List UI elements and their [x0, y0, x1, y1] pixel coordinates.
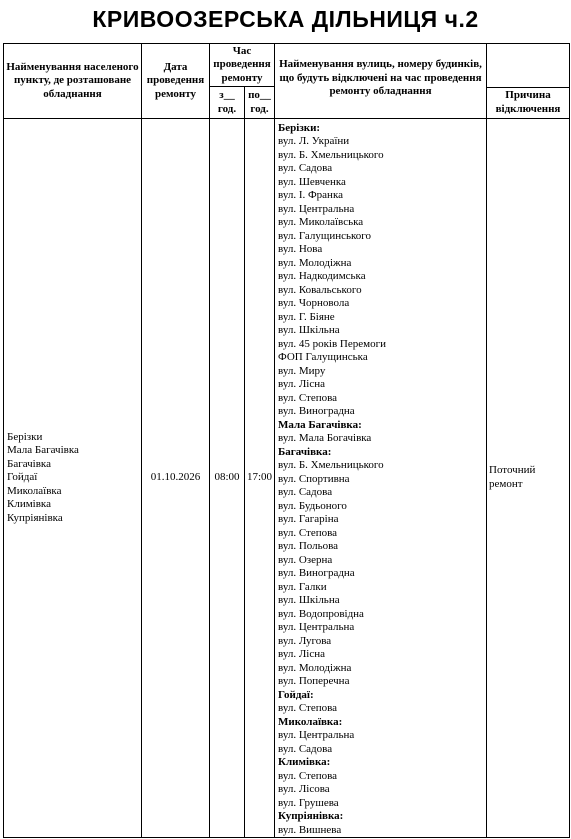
- street-item: вул. Б. Хмельницького: [278, 148, 384, 161]
- street-item: вул. Центральна: [278, 729, 355, 741]
- street-item: вул. Лугова: [278, 634, 332, 647]
- settlement-list: [4, 118, 142, 838]
- street-item: вул. Поперечна: [278, 675, 350, 687]
- outage-schedule-table: [3, 43, 570, 838]
- street-item: вул. Мала Богачівка: [278, 432, 372, 444]
- street-item: вул. Надкодимська: [278, 270, 366, 282]
- settlement-item: Мала Багачівка: [7, 444, 79, 456]
- street-item: вул. Садова: [278, 486, 333, 498]
- settlement-item: Купріянівка: [7, 511, 63, 524]
- street-item: вул. Лісна: [278, 648, 325, 660]
- settlement-item: Гойдаї: [7, 471, 38, 483]
- time-to: 17:00: [245, 118, 275, 838]
- street-item: вул. Водопровідна: [278, 607, 364, 620]
- outage-reason: Поточний ремонт: [487, 118, 570, 838]
- settlement-item: Берізки: [7, 430, 43, 443]
- settlement-item: Климівка: [7, 498, 51, 510]
- street-item: вул. Вишнева: [278, 823, 342, 836]
- header-streets: Найменування вулиць, номеру будинків, що будуть відключені на час проведення ремонту обладнання: [275, 44, 487, 119]
- street-item: вул. Ковальського: [278, 283, 362, 296]
- time-from: 08:00: [210, 118, 245, 838]
- header-reason-spacer: [487, 44, 570, 87]
- street-item: вул. Степова: [278, 526, 338, 539]
- street-list: [275, 118, 487, 838]
- header-time-from: з__ год.: [210, 87, 245, 119]
- street-item: вул. Центральна: [278, 621, 355, 633]
- street-item: вул. Садова: [278, 162, 333, 174]
- street-item: вул. Гагаріна: [278, 513, 339, 525]
- street-item: вул. 45 років Перемоги: [278, 337, 386, 350]
- settlement-group-heading: Миколаївка:: [278, 715, 343, 728]
- street-item: вул. Чорновола: [278, 297, 350, 309]
- street-item: вул. Шкільна: [278, 324, 340, 336]
- street-item: вул. Польова: [278, 540, 339, 552]
- street-item: вул. Шевченка: [278, 175, 346, 188]
- settlement-group-heading: Купріянівка:: [278, 810, 344, 822]
- settlement-item: Багачівка: [7, 457, 51, 470]
- street-item: вул. Галки: [278, 580, 327, 593]
- header-reason: Причина відключення: [487, 87, 570, 118]
- header-settlement: Найменування населеного пункту, де розташоване обладнання: [4, 44, 142, 119]
- street-item: вул. Степова: [278, 769, 338, 782]
- settlement-item: Миколаївка: [7, 484, 62, 497]
- street-item: вул. Степова: [278, 391, 338, 404]
- settlement-group-heading: Климівка:: [278, 756, 331, 768]
- header-date: Дата проведення ремонту: [142, 44, 210, 119]
- street-item: вул. Центральна: [278, 202, 355, 215]
- street-item: вул. Лісова: [278, 783, 330, 795]
- street-item: вул. І. Франка: [278, 189, 344, 201]
- street-item: вул. Г. Біяне: [278, 310, 335, 323]
- street-item: ФОП Галущинська: [278, 351, 368, 363]
- street-item: вул. Миколаївська: [278, 216, 364, 228]
- street-item: вул. Озерна: [278, 553, 333, 566]
- street-item: вул. Л. України: [278, 135, 350, 147]
- street-item: вул. Степова: [278, 702, 338, 714]
- street-item: вул. Садова: [278, 742, 333, 755]
- street-item: вул. Лісна: [278, 378, 325, 390]
- settlement-group-heading: Гойдаї:: [278, 688, 314, 701]
- street-item: вул. Галущинського: [278, 229, 372, 242]
- repair-date: 01.10.2026: [142, 118, 210, 838]
- street-item: вул. Шкільна: [278, 594, 340, 606]
- settlement-group-heading: Багачівка:: [278, 445, 332, 458]
- street-item: вул. Молодіжна: [278, 256, 352, 269]
- street-item: вул. Виноградна: [278, 567, 355, 579]
- settlement-group-heading: Мала Багачівка:: [278, 418, 362, 431]
- street-item: вул. Молодіжна: [278, 661, 352, 674]
- street-item: вул. Нова: [278, 243, 323, 255]
- street-item: вул. Спортивна: [278, 472, 350, 485]
- street-item: вул. Б. Хмельницького: [278, 459, 384, 471]
- settlement-group-heading: Берізки:: [278, 121, 321, 134]
- street-item: вул. Миру: [278, 364, 326, 377]
- page-title: КРИВООЗЕРСЬКА ДІЛЬНИЦЯ ч.2: [92, 6, 479, 32]
- street-item: вул. Виноградна: [278, 405, 355, 417]
- street-item: вул. Будьоного: [278, 499, 347, 512]
- header-time: Час проведення ремонту: [210, 44, 275, 87]
- street-item: вул. Грушева: [278, 796, 339, 809]
- header-time-to: по__ год.: [245, 87, 275, 119]
